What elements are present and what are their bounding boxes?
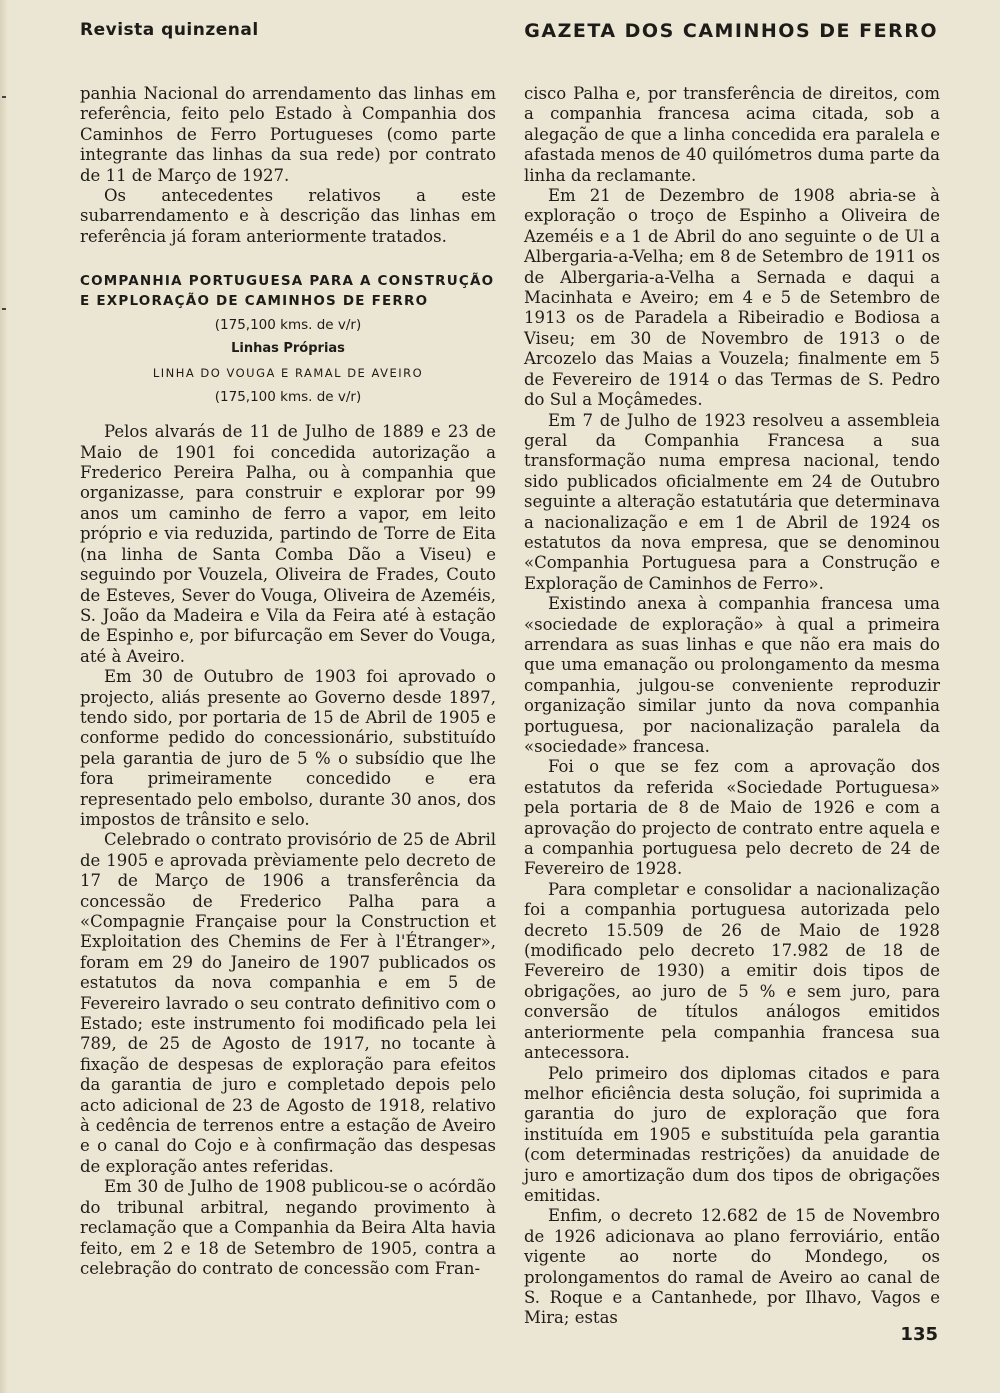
page-number: 135 bbox=[900, 1324, 938, 1345]
header-left: Revista quinzenal bbox=[80, 20, 259, 40]
paragraph: Foi o que se fez com a aprovação dos estatutos da referida «Sociedade Portuguesa» pela portaria de 8 de Maio de 1926 e com a aprovação do projecto de contrato entre aquela e a companhia portuguesa pelo decreto de 24 de Fevereiro de 1928. bbox=[524, 757, 940, 879]
paragraph: Em 30 de Outubro de 1903 foi aprovado o projecto, aliás presente ao Governo desde 1897, tendo sido, por portaria de 15 de Abril de 1905 e conforme pedido do concessionário, substituído pela garantia de juro de 5 % o subsídio que lhe fora primeiramente concedido e era representado pelo embolso, durante 30 anos, dos impostos de trânsito e selo. bbox=[80, 667, 496, 829]
left-column bbox=[80, 84, 496, 1279]
subheading-linhas-proprias: Linhas Próprias bbox=[231, 341, 345, 357]
paragraph: Para completar e consolidar a nacionalização foi a companhia portuguesa autorizada pelo decreto 15.509 de 26 de Maio de 1928 (modificado pelo decreto 17.982 de 18 de Fevereiro de 1930) a emitir dois tipos de obrigações, ao juro de 5 % e sem juro, para conversão de títulos análogos emitidos anteriormente pela companhia francesa sua antecessora. bbox=[524, 879, 940, 1063]
paragraph: Os antecedentes relativos a este subarrendamento e à descrição das linhas em referência já foram anteriormente tratados. bbox=[80, 186, 496, 246]
right-column bbox=[524, 84, 940, 1329]
paragraph: panhia Nacional do arrendamento das linhas em referência, feito pelo Estado à Companhia dos Caminhos de Ferro Portugueses (como parte integrante das linhas da sua rede) por contrato de 11 de Março de 1927. bbox=[80, 84, 496, 185]
paragraph: Celebrado o contrato provisório de 25 de Abril de 1905 e aprovada prèviamente pelo decreto de 17 de Março de 1906 a transferência da concessão de Frederico Palha para a «Compagnie Française pour la Construction et Exploitation des Chemins de Fer à l'Étranger», foram em 29 do Janeiro de 1907 publicados os estatutos da nova companhia e em 5 de Fevereiro lavrado o seu contrato definitivo com o Estado; este instrumento foi modificado pela lei 789, de 25 de Agosto de 1917, no tocante à fixação de despesas de exploração para efeitos da garantia de juro e completado depois pelo acto adicional de 23 de Agosto de 1918, relativo à cedência de terrenos entre a estação de Aveiro e o canal do Cojo e à confirmação das despesas de exploração antes referidas. bbox=[80, 830, 496, 1176]
kms-line: (175,100 kms. de v/r) bbox=[214, 389, 362, 406]
paragraph: Existindo anexa à companhia francesa uma «sociedade de exploração» à qual a primeira arrendara as suas linhas e que não era mais do que uma emanação ou prolongamento da mesma companhia, julgou-se conveniente reproduzir organização similar junto da nova companhia portuguesa, por nacionalização paralela da «sociedade» francesa. bbox=[524, 594, 940, 756]
margin-mark bbox=[2, 96, 6, 98]
header-right: GAZETA DOS CAMINHOS DE FERRO bbox=[524, 20, 938, 42]
paragraph: Pelo primeiro dos diplomas citados e para melhor eficiência desta solução, foi suprimida a garantia do juro de exploração que fora instituída em 1905 e substituída pela garantia (com determinadas restrições) da anuidade de juro e amortização dum dos tipos de obrigações emitidas. bbox=[524, 1063, 940, 1205]
line-title: LINHA DO VOUGA E RAMAL DE AVEIRO bbox=[152, 366, 424, 381]
paragraph: cisco Palha e, por transferência de direitos, com a companhia francesa acima citada, sob a alegação de que a linha concedida era paralela e afastada menos de 40 quilómetros duma parte da linha da reclamante. bbox=[524, 84, 940, 185]
kms-line: (175,100 kms. de v/r) bbox=[214, 317, 362, 334]
paragraph: Em 30 de Julho de 1908 publicou-se o acórdão do tribunal arbitral, negando provimento à reclamação que a Companhia da Beira Alta havia feito, em 2 e 18 de Setembro de 1905, contra a celebração do contrato de concessão com Fran- bbox=[80, 1177, 496, 1278]
paragraph: Enfim, o decreto 12.682 de 15 de Novembro de 1926 adicionava ao plano ferroviário, então vigente ao norte do Mondego, os prolongamentos do ramal de Aveiro ao canal de S. Roque e a Cantanhede, por Ilhavo, Vagos e Mira; estas bbox=[524, 1206, 940, 1328]
paragraph: Em 21 de Dezembro de 1908 abria-se à exploração o troço de Espinho a Oliveira de Azeméis e a 1 de Abril do ano seguinte o de Ul a Albergaria-a-Velha; em 8 de Setembro de 1911 os de Albergaria-a-Velha a Sernada e daqui a Macinhata e Aveiro; em 4 e 5 de Setembro de 1913 os de Paradela a Ribeiradio e Bodiosa a Viseu; em 30 de Novembro de 1913 o de Arcozelo das Maias a Vouzela; finalmente em 5 de Fevereiro de 1914 o das Termas de S. Pedro do Sul a Moçâmedes. bbox=[524, 186, 940, 410]
margin-mark bbox=[2, 308, 6, 310]
section-heading: COMPANHIA PORTUGUESA PARA A CONSTRUÇÃO E EXPLORAÇÃO DE CAMINHOS DE FERRO bbox=[80, 273, 495, 310]
paragraph: Pelos alvarás de 11 de Julho de 1889 e 23 de Maio de 1901 foi concedida autorização a Frederico Pereira Palha, ou à companhia que organizasse, para construir e explorar por 99 anos um caminho de ferro a vapor, em leito próprio e via reduzida, partindo de Torre de Eita (na linha de Santa Comba Dão a Viseu) e seguindo por Vouzela, Oliveira de Frades, Couto de Esteves, Sever do Vouga, Oliveira de Azeméis, S. João da Madeira e Vila da Feira até à estação de Espinho e, por bifurcação em Sever do Vouga, até à Aveiro. bbox=[80, 422, 496, 666]
page-edge bbox=[0, 0, 8, 1393]
paragraph: Em 7 de Julho de 1923 resolveu a assembleia geral da Companhia Francesa a sua transformação numa empresa nacional, tendo sido publicados oficialmente em 24 de Outubro seguinte a alteração estatutária que determinava a nacionalização e em 1 de Abril de 1924 os estatutos da nova empresa, que se denominou «Companhia Portuguesa para a Construção e Exploração de Caminhos de Ferro». bbox=[524, 410, 940, 593]
